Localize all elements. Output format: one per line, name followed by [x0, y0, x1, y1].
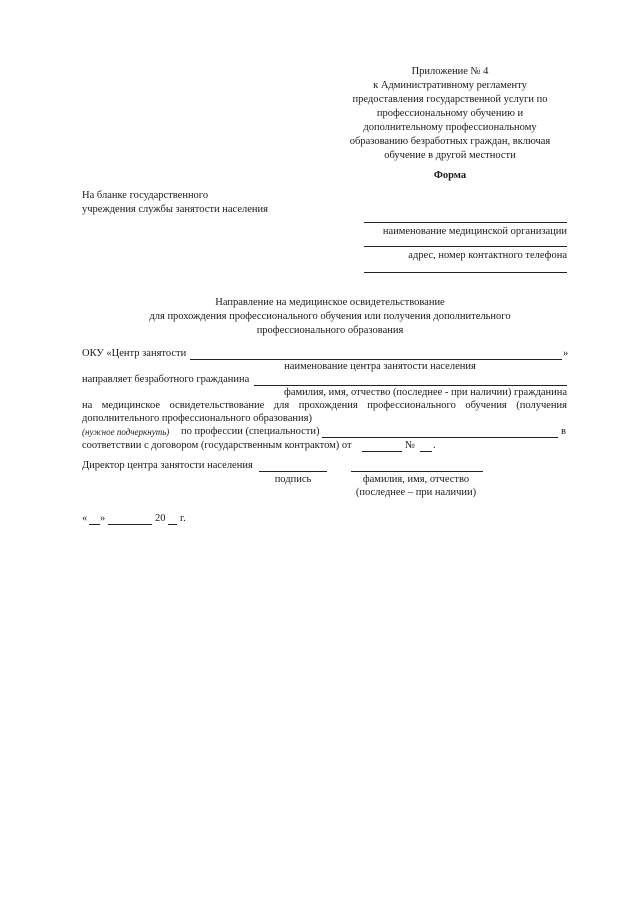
- citizen-fio-caption: фамилия, имя, отчество (последнее - при наличии) гражданина: [284, 387, 567, 398]
- appendix-title: Приложение № 4: [411, 66, 489, 77]
- appendix-line: дополнительному профессиональному: [363, 122, 537, 133]
- contract-number-blank[interactable]: [420, 451, 432, 452]
- form-label: Форма: [433, 170, 467, 181]
- directs-label: направляет безработного гражданина: [82, 374, 250, 385]
- purpose-word: для: [273, 400, 290, 411]
- contract-period: .: [433, 440, 436, 451]
- org-name-blank[interactable]: [364, 222, 567, 223]
- oku-prefix: ОКУ «Центр занятости: [82, 348, 187, 359]
- signature-caption: подпись: [274, 474, 312, 485]
- oku-close-quote: »: [563, 348, 569, 359]
- date-year-prefix: 20: [155, 513, 166, 524]
- purpose-line-2: дополнительного профессионального образования): [82, 413, 312, 424]
- profession-blank[interactable]: [322, 437, 558, 438]
- letterhead-line: На бланке государственного: [82, 190, 209, 201]
- date-year-blank[interactable]: [168, 524, 177, 525]
- date-open-quote: «: [82, 513, 88, 524]
- org-address-blank[interactable]: [364, 246, 567, 247]
- underline-note: (нужное подчеркнуть): [82, 427, 170, 437]
- center-name-blank[interactable]: [190, 359, 562, 360]
- date-year-suffix: г.: [180, 513, 186, 524]
- contract-date-blank[interactable]: [362, 451, 402, 452]
- purpose-word: медицинское: [101, 400, 161, 411]
- purpose-line: [82, 400, 567, 411]
- date-day-blank[interactable]: [89, 524, 100, 525]
- letterhead-line: учреждения службы занятости населения: [82, 204, 268, 215]
- org-name-caption: наименование медицинской организации: [382, 226, 567, 237]
- signature-blank[interactable]: [259, 471, 327, 472]
- purpose-word: освидетельствование: [169, 400, 265, 411]
- appendix-line: к Административному регламенту: [373, 80, 527, 91]
- appendix-line: обучение в другой местности: [384, 150, 516, 161]
- title-line: профессионального образования: [256, 325, 404, 336]
- appendix-line: образованию безработных граждан, включая: [349, 136, 551, 147]
- purpose-word: обучения: [465, 400, 507, 411]
- contract-number-sign: №: [405, 440, 416, 451]
- org-extra-blank[interactable]: [364, 272, 567, 273]
- date-month-blank[interactable]: [108, 524, 152, 525]
- title-line: для прохождения профессионального обучения или получения дополнительного: [149, 311, 511, 322]
- purpose-word: на: [82, 400, 93, 411]
- title-line: Направление на медицинское освидетельствование: [215, 297, 445, 308]
- contract-text: соответствии с договором (государственным контрактом) от: [82, 440, 352, 451]
- profession-label: по профессии (специальности): [181, 426, 320, 437]
- director-fio-blank[interactable]: [351, 471, 483, 472]
- center-name-caption: наименование центра занятости населения: [284, 361, 476, 372]
- purpose-word: профессионального: [367, 400, 456, 411]
- director-fio-caption: фамилия, имя, отчество: [362, 474, 470, 485]
- citizen-fio-blank[interactable]: [254, 385, 567, 386]
- appendix-line: профессиональному обучению и: [376, 108, 524, 119]
- purpose-word: (получения: [516, 400, 567, 411]
- date-close-quote: »: [100, 513, 106, 524]
- purpose-word: прохождения: [298, 400, 358, 411]
- appendix-line: предоставления государственной услуги по: [352, 94, 548, 105]
- org-address-caption: адрес, номер контактного телефона: [408, 250, 567, 261]
- director-fio-caption-note: (последнее – при наличии): [355, 487, 477, 498]
- in-word: в: [561, 426, 566, 437]
- director-label: Директор центра занятости населения: [82, 460, 253, 471]
